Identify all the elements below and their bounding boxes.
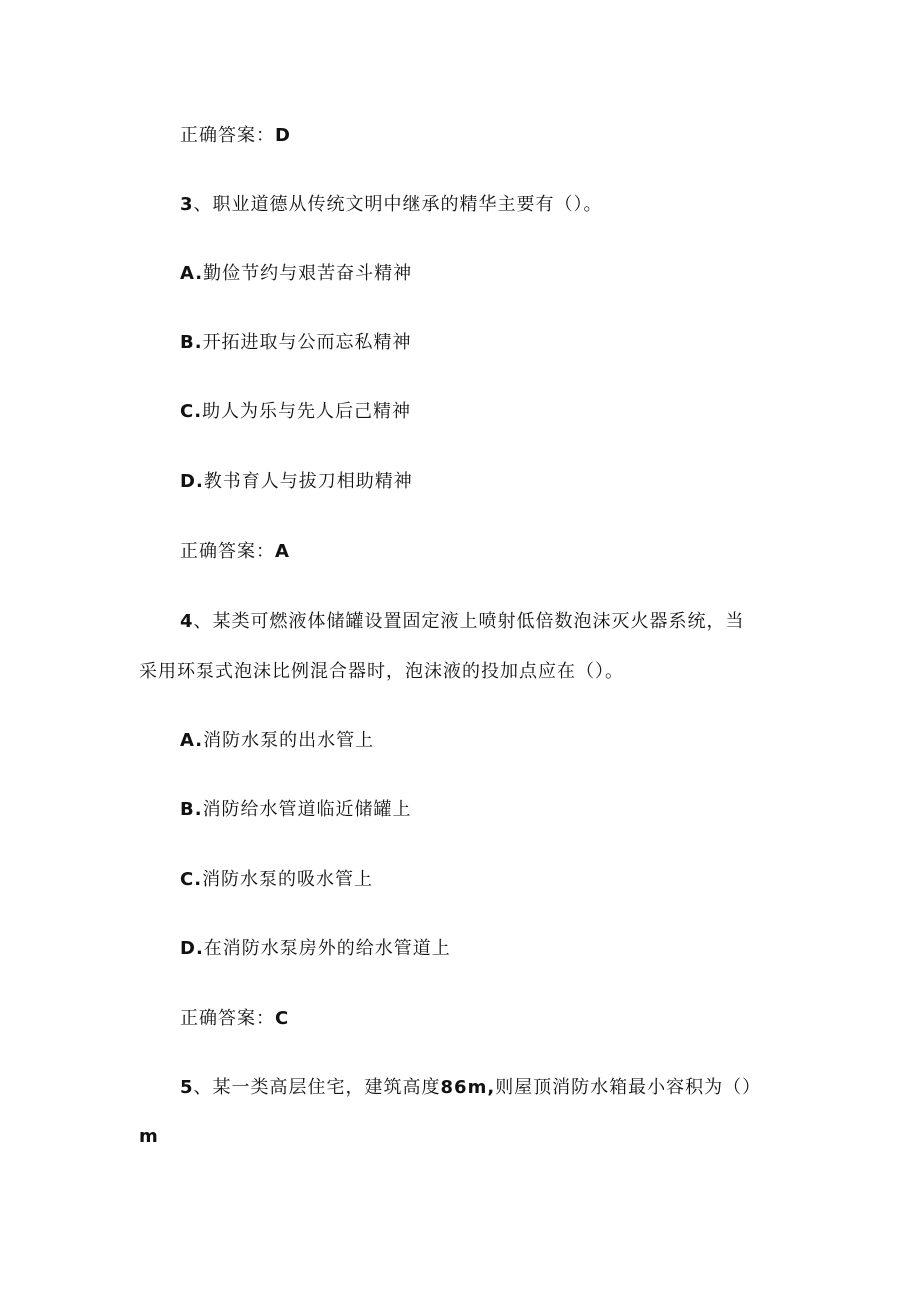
q3-option-a xyxy=(180,261,412,287)
question-text: 、职业道德从传统文明中继承的精华主要有（）。 xyxy=(193,194,603,215)
q4-option-a xyxy=(180,728,374,754)
answer-label: 正确答案： xyxy=(180,541,275,562)
option-text: 消防水泵的出水管上 xyxy=(203,730,375,751)
answer-4 xyxy=(180,1006,289,1032)
option-text: 助人为乐与先人后己精神 xyxy=(202,401,412,422)
question-unit: m xyxy=(139,1126,159,1147)
question-3 xyxy=(180,192,603,218)
question-value: 86m, xyxy=(440,1077,496,1098)
option-letter: C. xyxy=(180,869,203,890)
option-letter: B. xyxy=(180,799,203,820)
option-letter: A. xyxy=(180,263,204,284)
answer-3 xyxy=(180,539,290,565)
answer-value: C xyxy=(275,1008,290,1029)
answer-label: 正确答案： xyxy=(180,1008,275,1029)
question-number: 4 xyxy=(180,611,194,632)
option-text: 消防给水管道临近储罐上 xyxy=(202,799,412,820)
option-text: 开拓进取与公而忘私精神 xyxy=(202,332,412,353)
question-number: 3 xyxy=(180,194,194,215)
question-text-continued: 采用环泵式泡沫比例混合器时，泡沫液的投加点应在（）。 xyxy=(139,661,624,682)
q4-option-d xyxy=(180,936,451,962)
q4-option-b xyxy=(180,797,412,823)
option-letter: C. xyxy=(180,401,203,422)
option-text: 在消防水泵房外的给水管道上 xyxy=(203,938,451,959)
q4-option-c xyxy=(180,867,373,893)
question-text: 、某类可燃液体储罐设置固定液上喷射低倍数泡沫灭火器系统，当 xyxy=(193,611,745,632)
option-letter: D. xyxy=(180,938,204,959)
option-text: 消防水泵的吸水管上 xyxy=(202,869,374,890)
answer-value: A xyxy=(275,541,290,562)
q3-option-c xyxy=(180,399,411,425)
answer-value: D xyxy=(275,125,291,146)
q3-option-d xyxy=(180,469,413,495)
question-text: 则屋顶消防水箱最小容积为（） xyxy=(495,1077,762,1098)
answer-2 xyxy=(180,123,291,149)
question-5-line-2 xyxy=(139,1124,159,1150)
answer-label: 正确答案： xyxy=(180,125,275,146)
q3-option-b xyxy=(180,330,412,356)
question-text: 、某一类高层住宅，建筑高度 xyxy=(193,1077,441,1098)
question-4-line-2 xyxy=(139,659,624,685)
option-letter: B. xyxy=(180,332,203,353)
option-text: 教书育人与拔刀相助精神 xyxy=(203,471,413,492)
question-4-line-1 xyxy=(180,609,745,635)
question-number: 5 xyxy=(180,1077,194,1098)
question-5-line-1 xyxy=(180,1075,761,1101)
option-text: 勤俭节约与艰苦奋斗精神 xyxy=(203,263,413,284)
option-letter: A. xyxy=(180,730,204,751)
option-letter: D. xyxy=(180,471,204,492)
